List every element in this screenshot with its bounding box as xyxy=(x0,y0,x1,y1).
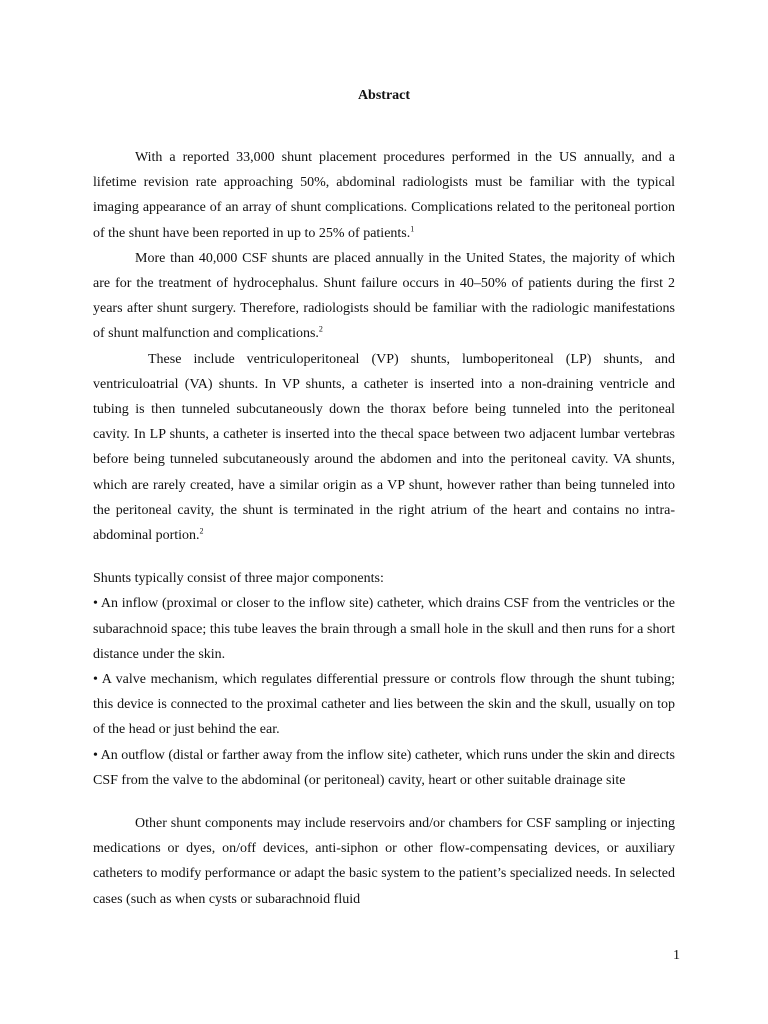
paragraph-3-text: These include ventriculoperitoneal (VP) shunts, lumboperitoneal (LP) shunts, and ventriculoatrial (VA) shunts. In VP shunts, a catheter is inserted into a non-draining ventricle and tubing is then tunneled subcutaneously down the thorax before being tunneled into the peritoneal cavity. In LP shunts, a catheter is inserted into the thecal space between two adjacent lumbar vertebras before being tunneled subcutaneously around the abdomen and into the peritoneal cavity. VA shunts, which are rarely created, have a similar origin as a VP shunt, however rather than being tunneled into the peritoneal cavity, the shunt is terminated in the right atrium of the heart and contains no intra-abdominal portion. xyxy=(93,351,675,544)
component-inflow: • An inflow (proximal or closer to the inflow site) catheter, which drains CSF from the ventricles or the subarachnoid space; this tube leaves the brain through a small hole in the skull and then runs for a short distance under the skin. xyxy=(93,596,675,662)
paragraph-3 xyxy=(93,347,675,549)
paragraph-1-text: With a reported 33,000 shunt placement procedures performed in the US annually, and a lifetime revision rate approaching 50%, abdominal radiologists must be familiar with the typical imaging appearance of an array of shunt complications. Complications related to the peritoneal portion of the shunt have been reported in up to 25% of patients. xyxy=(93,150,675,241)
page-number: 1 xyxy=(673,948,680,963)
closing-paragraph: Other shunt components may include reservoirs and/or chambers for CSF sampling or injecting medications or dyes, on/off devices, anti-siphon or other flow-compensating devices, or auxiliary catheters to modify performance or adapt the basic system to the patient’s specialized needs. In selected cases (such as when cysts or subarachnoid fluid xyxy=(93,816,675,907)
components-intro: Shunts typically consist of three major components: xyxy=(93,571,384,587)
abstract-body xyxy=(93,145,675,912)
paragraph-2 xyxy=(93,246,675,347)
component-valve: • A valve mechanism, which regulates differential pressure or controls flow through the shunt tubing; this device is connected to the proximal catheter and lies between the skin and the skull, usually on top of the head or just behind the ear. xyxy=(93,672,675,738)
reference-2: 2 xyxy=(318,324,323,334)
reference-3: 2 xyxy=(199,526,204,536)
abstract-heading: Abstract xyxy=(357,88,411,103)
reference-1: 1 xyxy=(410,223,415,233)
paragraph-2-text: More than 40,000 CSF shunts are placed annually in the United States, the majority of which are for the treatment of hydrocephalus. Shunt failure occurs in 40–50% of patients during the first 2 years after shunt surgery. Therefore, radiologists should be familiar with the radiologic manifestations of shunt malfunction and complications. xyxy=(93,250,675,342)
paragraph-1 xyxy=(93,145,675,246)
component-outflow: • An outflow (distal or farther away from the inflow site) catheter, which runs under the skin and directs CSF from the valve to the abdominal (or peritoneal) cavity, heart or other suitable drainage site xyxy=(93,747,675,788)
